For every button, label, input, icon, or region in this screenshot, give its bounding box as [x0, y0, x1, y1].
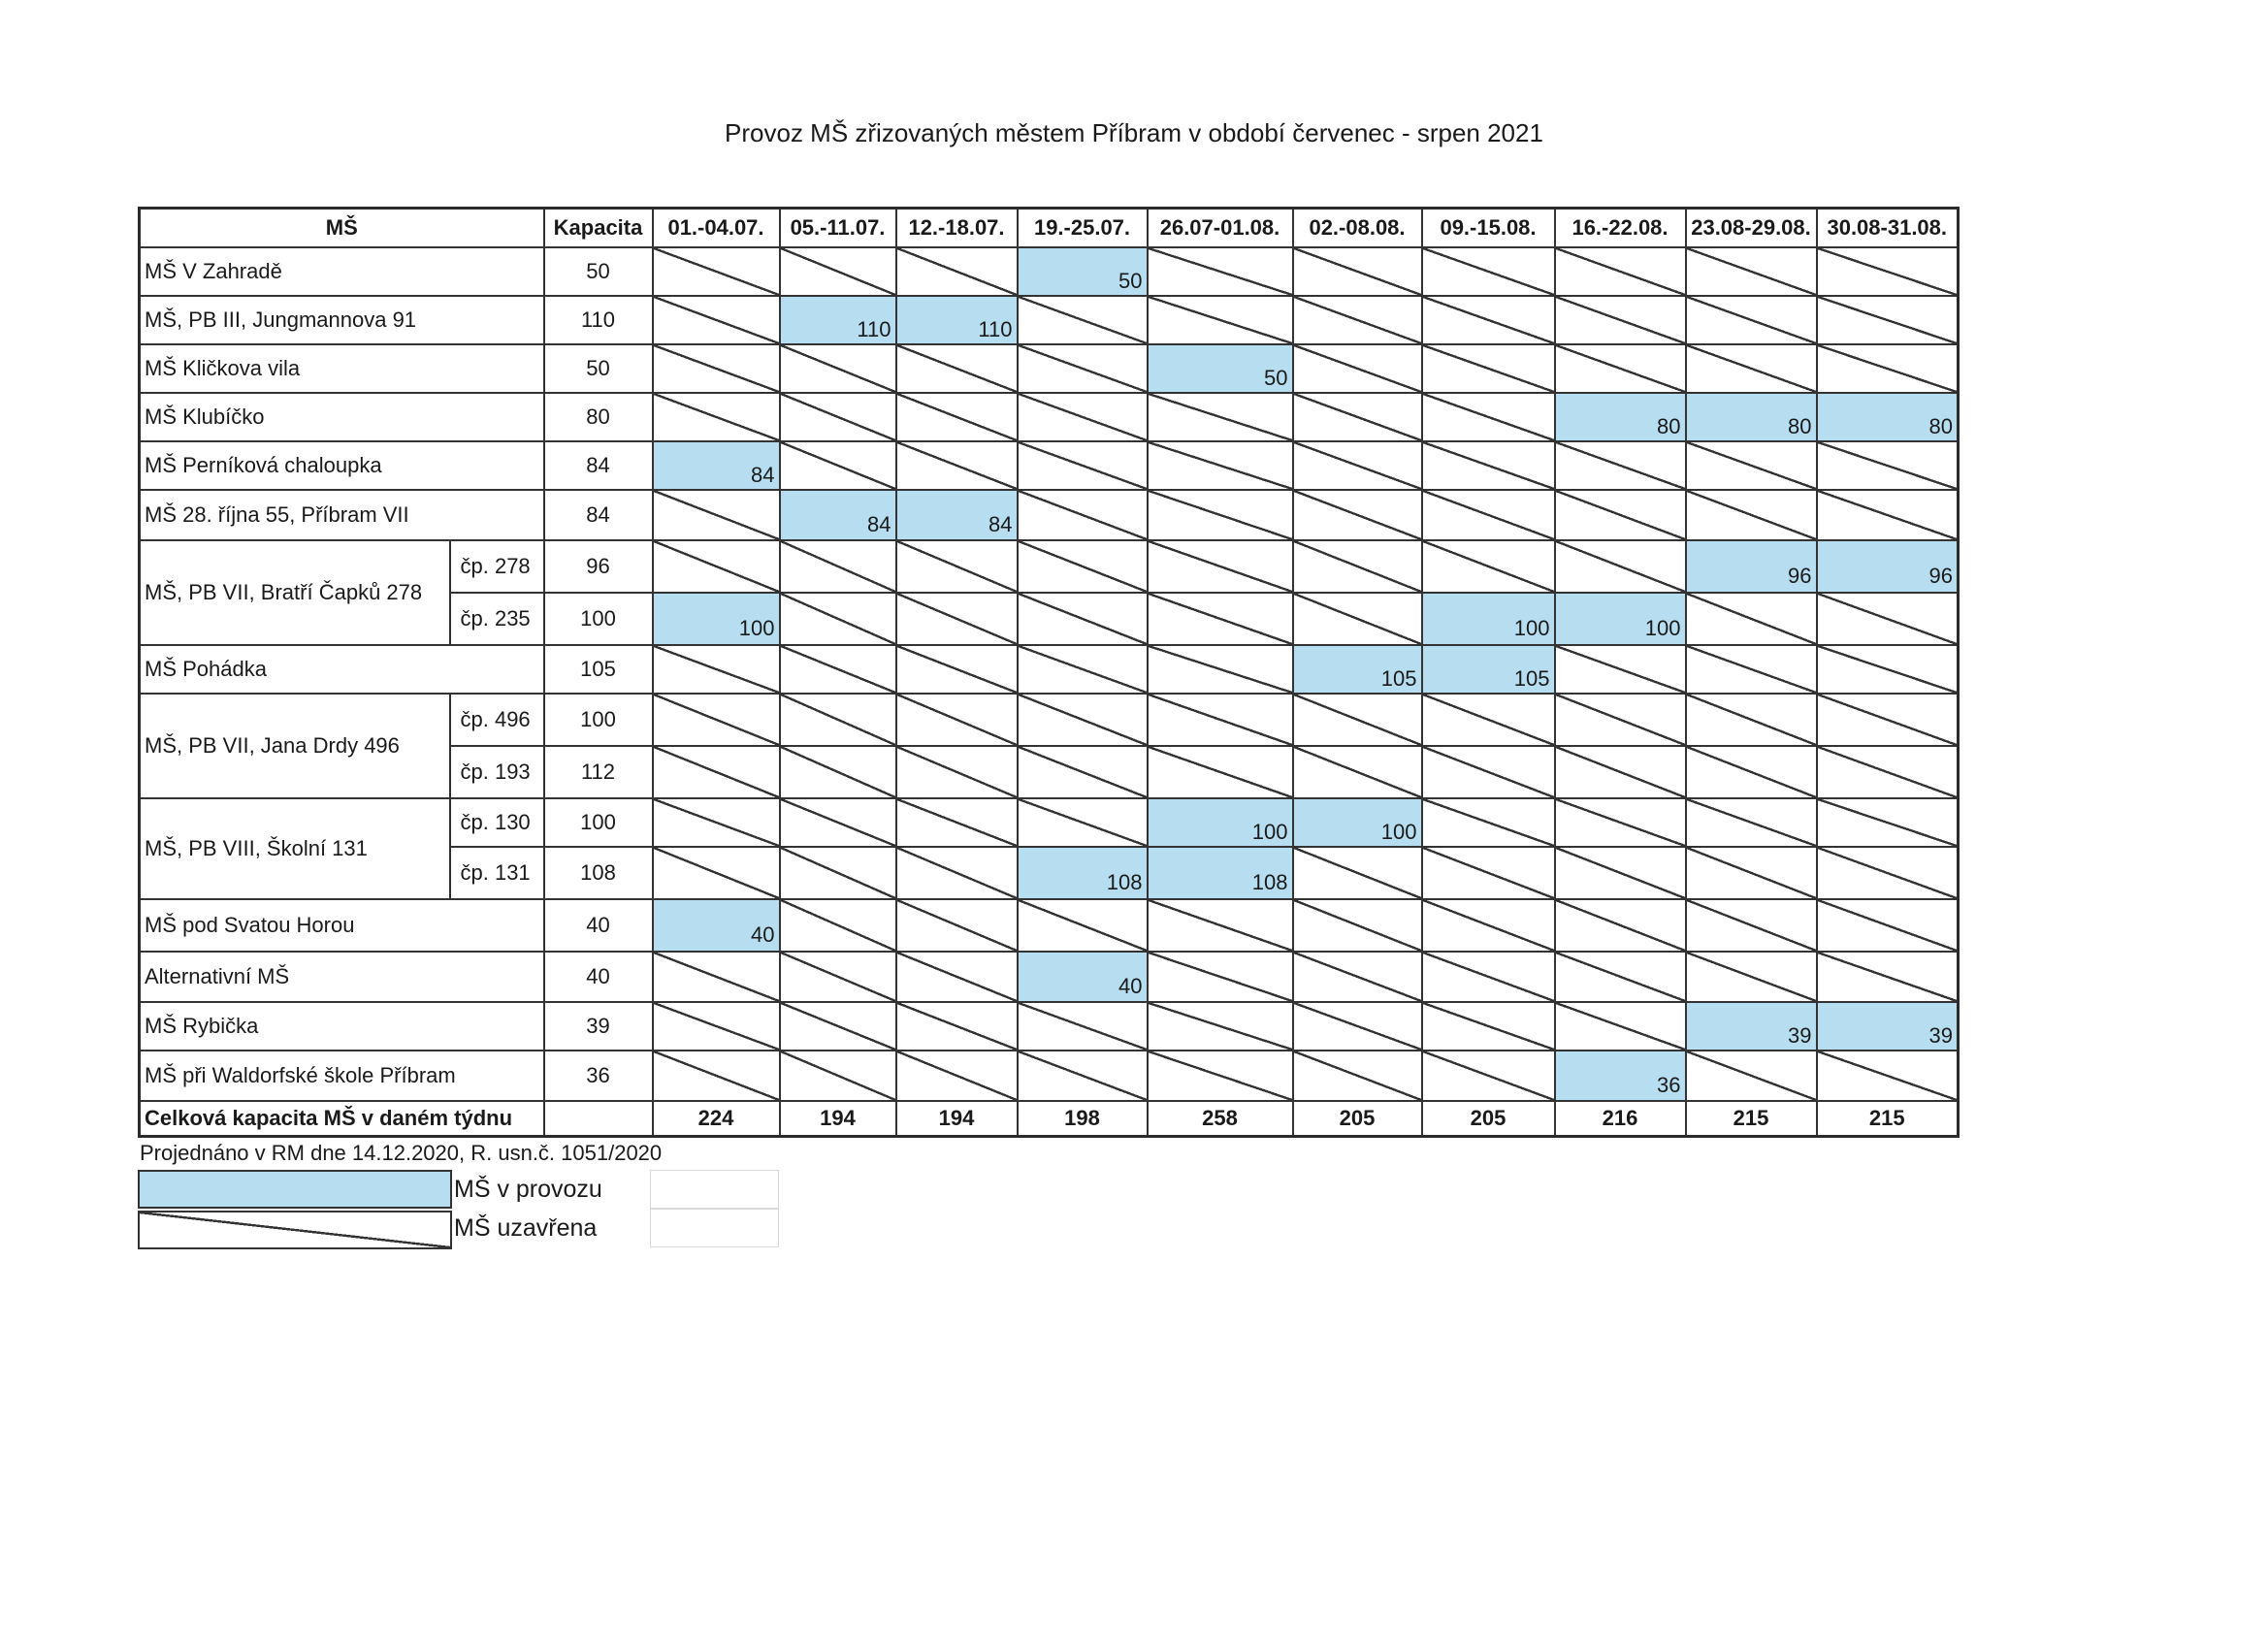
total-value: 215	[1686, 1101, 1817, 1137]
header-week: 01.-04.07.	[653, 209, 780, 248]
week-cell-closed	[1293, 344, 1422, 393]
week-cell-closed	[1817, 490, 1959, 540]
cell-value: 100	[738, 616, 775, 640]
week-cell-closed	[780, 540, 896, 593]
school-name: MŠ Klubíčko	[140, 393, 544, 441]
cell-value: 40	[1118, 974, 1143, 998]
week-cell-closed	[1555, 847, 1686, 899]
week-cell-closed	[1686, 952, 1817, 1002]
week-cell-open	[653, 593, 780, 645]
week-cell-open	[1817, 393, 1959, 441]
week-cell-closed	[1018, 694, 1148, 746]
week-cell-closed	[1555, 952, 1686, 1002]
week-cell-closed	[1686, 645, 1817, 694]
week-cell-closed	[1293, 847, 1422, 899]
week-cell-closed	[1148, 247, 1293, 296]
week-cell-closed	[1686, 490, 1817, 540]
week-cell-closed	[1293, 1002, 1422, 1051]
total-value: 215	[1817, 1101, 1959, 1137]
capacity-cell: 108	[544, 847, 653, 899]
week-cell-closed	[1555, 798, 1686, 847]
week-cell-closed	[1555, 746, 1686, 798]
week-cell-closed	[1293, 490, 1422, 540]
week-cell-closed	[1422, 1051, 1555, 1101]
cell-value: 108	[1106, 870, 1143, 894]
week-cell-open	[780, 490, 896, 540]
week-cell-open	[1555, 593, 1686, 645]
capacity-cell: 80	[544, 393, 653, 441]
building-number: čp. 496	[450, 694, 544, 746]
school-name: MŠ pod Svatou Horou	[140, 899, 544, 952]
week-cell-closed	[780, 694, 896, 746]
table-row	[140, 490, 1959, 540]
header-ms: MŠ	[140, 209, 544, 248]
header-week: 09.-15.08.	[1422, 209, 1555, 248]
week-cell-closed	[653, 847, 780, 899]
total-value: 224	[653, 1101, 780, 1137]
week-cell-closed	[1686, 441, 1817, 490]
week-cell-closed	[1148, 296, 1293, 344]
cell-value: 100	[1644, 616, 1681, 640]
week-cell-closed	[1422, 393, 1555, 441]
week-cell-closed	[1817, 593, 1959, 645]
week-cell-closed	[896, 1002, 1018, 1051]
table-row	[140, 645, 1959, 694]
total-capacity	[544, 1101, 653, 1137]
week-cell-closed	[896, 1051, 1018, 1101]
week-cell-closed	[1422, 746, 1555, 798]
week-cell-closed	[653, 746, 780, 798]
week-cell-closed	[780, 441, 896, 490]
capacity-cell: 100	[544, 798, 653, 847]
week-cell-closed	[1148, 441, 1293, 490]
cell-value: 84	[751, 463, 775, 487]
week-cell-closed	[1018, 540, 1148, 593]
week-cell-closed	[1018, 899, 1148, 952]
week-cell-closed	[1817, 645, 1959, 694]
table-row	[140, 441, 1959, 490]
cell-value: 36	[1657, 1073, 1681, 1097]
week-cell-closed	[1148, 645, 1293, 694]
week-cell-closed	[1422, 899, 1555, 952]
week-cell-closed	[1148, 694, 1293, 746]
week-cell-closed	[1555, 645, 1686, 694]
week-cell-closed	[896, 540, 1018, 593]
week-cell-closed	[1293, 540, 1422, 593]
week-cell-open	[1293, 798, 1422, 847]
capacity-cell: 36	[544, 1051, 653, 1101]
week-cell-open	[1148, 344, 1293, 393]
week-cell-closed	[653, 694, 780, 746]
week-cell-open	[1018, 247, 1148, 296]
total-value: 198	[1018, 1101, 1148, 1137]
week-cell-closed	[1686, 847, 1817, 899]
week-cell-closed	[1817, 1051, 1959, 1101]
week-cell-open	[1555, 393, 1686, 441]
week-cell-closed	[1293, 247, 1422, 296]
week-cell-closed	[653, 1002, 780, 1051]
week-cell-closed	[1018, 393, 1148, 441]
cell-value: 100	[1251, 820, 1288, 844]
week-cell-closed	[653, 296, 780, 344]
week-cell-closed	[1817, 899, 1959, 952]
week-cell-open	[1686, 540, 1817, 593]
empty-box	[650, 1170, 779, 1209]
week-cell-closed	[1293, 441, 1422, 490]
capacity-cell: 84	[544, 490, 653, 540]
header-week: 02.-08.08.	[1293, 209, 1422, 248]
cell-value: 50	[1118, 269, 1143, 293]
table-row	[140, 393, 1959, 441]
week-cell-open	[1817, 540, 1959, 593]
week-cell-closed	[1422, 694, 1555, 746]
week-cell-closed	[896, 593, 1018, 645]
week-cell-closed	[780, 247, 896, 296]
week-cell-closed	[1555, 540, 1686, 593]
header-week: 16.-22.08.	[1555, 209, 1686, 248]
week-cell-closed	[1686, 344, 1817, 393]
week-cell-closed	[653, 1051, 780, 1101]
table-row	[140, 1051, 1959, 1101]
cell-value: 110	[857, 317, 891, 341]
week-cell-closed	[1555, 296, 1686, 344]
week-cell-closed	[1018, 645, 1148, 694]
week-cell-closed	[780, 645, 896, 694]
week-cell-closed	[1148, 899, 1293, 952]
building-number: čp. 278	[450, 540, 544, 593]
week-cell-closed	[1422, 952, 1555, 1002]
week-cell-closed	[1555, 490, 1686, 540]
week-cell-closed	[1293, 899, 1422, 952]
total-value: 258	[1148, 1101, 1293, 1137]
total-value: 205	[1293, 1101, 1422, 1137]
total-value: 205	[1422, 1101, 1555, 1137]
capacity-cell: 110	[544, 296, 653, 344]
capacity-cell: 100	[544, 694, 653, 746]
week-cell-closed	[1555, 1002, 1686, 1051]
capacity-cell: 50	[544, 247, 653, 296]
cell-value: 50	[1264, 366, 1288, 390]
week-cell-closed	[1422, 540, 1555, 593]
capacity-cell: 96	[544, 540, 653, 593]
week-cell-closed	[1293, 1051, 1422, 1101]
week-cell-closed	[1018, 798, 1148, 847]
week-cell-closed	[1686, 899, 1817, 952]
school-name: Alternativní MŠ	[140, 952, 544, 1002]
week-cell-open	[1148, 798, 1293, 847]
week-cell-closed	[1293, 952, 1422, 1002]
schedule-table	[138, 207, 1960, 1138]
week-cell-closed	[653, 645, 780, 694]
week-cell-closed	[653, 540, 780, 593]
table-row	[140, 344, 1959, 393]
week-cell-closed	[1293, 694, 1422, 746]
week-cell-closed	[1817, 296, 1959, 344]
week-cell-closed	[1148, 746, 1293, 798]
legend-open-swatch	[138, 1170, 452, 1209]
week-cell-closed	[1817, 694, 1959, 746]
week-cell-closed	[896, 247, 1018, 296]
week-cell-closed	[1817, 247, 1959, 296]
week-cell-closed	[1018, 1002, 1148, 1051]
school-name: MŠ, PB III, Jungmannova 91	[140, 296, 544, 344]
week-cell-closed	[896, 441, 1018, 490]
week-cell-closed	[1148, 490, 1293, 540]
week-cell-closed	[780, 952, 896, 1002]
week-cell-closed	[1148, 952, 1293, 1002]
week-cell-closed	[780, 847, 896, 899]
week-cell-closed	[1422, 847, 1555, 899]
capacity-cell: 105	[544, 645, 653, 694]
week-cell-open	[653, 899, 780, 952]
week-cell-closed	[1555, 247, 1686, 296]
week-cell-closed	[896, 847, 1018, 899]
table-row	[140, 694, 1959, 746]
week-cell-closed	[780, 593, 896, 645]
week-cell-open	[1686, 1002, 1817, 1051]
week-cell-closed	[780, 1051, 896, 1101]
week-cell-closed	[1817, 441, 1959, 490]
week-cell-closed	[1018, 441, 1148, 490]
week-cell-closed	[1422, 247, 1555, 296]
total-value: 194	[896, 1101, 1018, 1137]
cell-value: 105	[1380, 666, 1417, 691]
week-cell-closed	[1422, 441, 1555, 490]
total-value: 216	[1555, 1101, 1686, 1137]
building-number: čp. 130	[450, 798, 544, 847]
week-cell-closed	[1555, 441, 1686, 490]
school-name: MŠ při Waldorfské škole Příbram	[140, 1051, 544, 1101]
week-cell-closed	[1018, 296, 1148, 344]
week-cell-closed	[1018, 344, 1148, 393]
capacity-cell: 50	[544, 344, 653, 393]
week-cell-closed	[1686, 1051, 1817, 1101]
week-cell-closed	[896, 746, 1018, 798]
school-name: MŠ Kličkova vila	[140, 344, 544, 393]
week-cell-open	[1422, 593, 1555, 645]
school-name: MŠ Perníková chaloupka	[140, 441, 544, 490]
week-cell-closed	[653, 344, 780, 393]
capacity-cell: 84	[544, 441, 653, 490]
capacity-cell: 100	[544, 593, 653, 645]
header-week: 19.-25.07.	[1018, 209, 1148, 248]
week-cell-closed	[1817, 344, 1959, 393]
week-cell-closed	[653, 393, 780, 441]
cell-value: 84	[988, 512, 1013, 536]
week-cell-closed	[653, 952, 780, 1002]
total-value: 194	[780, 1101, 896, 1137]
week-cell-open	[1148, 847, 1293, 899]
cell-value: 105	[1513, 666, 1550, 691]
cell-value: 80	[1928, 414, 1953, 438]
week-cell-closed	[653, 247, 780, 296]
week-cell-closed	[1817, 952, 1959, 1002]
cell-value: 39	[1928, 1023, 1953, 1048]
week-cell-closed	[1148, 393, 1293, 441]
table-row	[140, 798, 1959, 847]
week-cell-closed	[1018, 1051, 1148, 1101]
legend-closed-label: MŠ uzavřena	[454, 1214, 598, 1242]
week-cell-closed	[1686, 694, 1817, 746]
week-cell-closed	[896, 645, 1018, 694]
week-cell-closed	[896, 393, 1018, 441]
week-cell-closed	[1018, 746, 1148, 798]
total-row	[140, 1101, 1959, 1137]
capacity-cell: 112	[544, 746, 653, 798]
week-cell-closed	[1555, 899, 1686, 952]
week-cell-open	[1422, 645, 1555, 694]
cell-value: 96	[1928, 564, 1953, 588]
building-number: čp. 193	[450, 746, 544, 798]
week-cell-closed	[1686, 746, 1817, 798]
empty-box	[650, 1209, 779, 1247]
week-cell-closed	[1148, 593, 1293, 645]
cell-value: 100	[1513, 616, 1550, 640]
week-cell-closed	[896, 694, 1018, 746]
week-cell-closed	[1686, 593, 1817, 645]
cell-value: 100	[1380, 820, 1417, 844]
week-cell-closed	[1686, 798, 1817, 847]
cell-value: 108	[1251, 870, 1288, 894]
week-cell-closed	[1686, 247, 1817, 296]
week-cell-open	[1686, 393, 1817, 441]
table-row	[140, 952, 1959, 1002]
legend-closed-swatch	[138, 1211, 452, 1249]
header-week: 05.-11.07.	[780, 209, 896, 248]
week-cell-closed	[1148, 1002, 1293, 1051]
week-cell-closed	[896, 344, 1018, 393]
week-cell-open	[1817, 1002, 1959, 1051]
week-cell-closed	[896, 798, 1018, 847]
school-name: MŠ Pohádka	[140, 645, 544, 694]
week-cell-closed	[1422, 344, 1555, 393]
cell-value: 84	[867, 512, 891, 536]
table-row	[140, 247, 1959, 296]
cell-value: 96	[1788, 564, 1812, 588]
header-week: 12.-18.07.	[896, 209, 1018, 248]
cell-value: 110	[978, 317, 1013, 341]
capacity-cell: 40	[544, 952, 653, 1002]
week-cell-closed	[1422, 296, 1555, 344]
week-cell-closed	[653, 490, 780, 540]
table-row	[140, 296, 1959, 344]
legend-open-label: MŠ v provozu	[454, 1176, 602, 1203]
cell-value: 39	[1788, 1023, 1812, 1048]
week-cell-closed	[1555, 344, 1686, 393]
school-name: MŠ 28. října 55, Příbram VII	[140, 490, 544, 540]
week-cell-closed	[1422, 798, 1555, 847]
week-cell-closed	[1148, 1051, 1293, 1101]
approval-note: Projednáno v RM dne 14.12.2020, R. usn.č. 1051/2020	[140, 1141, 663, 1165]
week-cell-closed	[1018, 593, 1148, 645]
week-cell-open	[780, 296, 896, 344]
table-row	[140, 1002, 1959, 1051]
week-cell-closed	[1293, 296, 1422, 344]
week-cell-closed	[780, 393, 896, 441]
cell-value: 80	[1788, 414, 1812, 438]
week-cell-open	[1018, 847, 1148, 899]
week-cell-open	[896, 296, 1018, 344]
building-number: čp. 131	[450, 847, 544, 899]
week-cell-closed	[1018, 490, 1148, 540]
week-cell-closed	[1148, 540, 1293, 593]
week-cell-closed	[1293, 746, 1422, 798]
week-cell-open	[1018, 952, 1148, 1002]
week-cell-open	[653, 441, 780, 490]
building-number: čp. 235	[450, 593, 544, 645]
header-week: 23.08-29.08.	[1686, 209, 1817, 248]
week-cell-closed	[780, 746, 896, 798]
header-week: 26.07-01.08.	[1148, 209, 1293, 248]
school-name: MŠ V Zahradě	[140, 247, 544, 296]
week-cell-closed	[1293, 393, 1422, 441]
week-cell-closed	[896, 952, 1018, 1002]
document-title: Provoz MŠ zřizovaných městem Příbram v období červenec - srpen 2021	[725, 118, 1543, 147]
week-cell-closed	[1817, 746, 1959, 798]
cell-value: 80	[1657, 414, 1681, 438]
week-cell-open	[896, 490, 1018, 540]
week-cell-closed	[780, 899, 896, 952]
week-cell-closed	[780, 344, 896, 393]
capacity-cell: 40	[544, 899, 653, 952]
school-name: MŠ, PB VII, Bratří Čapků 278	[140, 540, 450, 645]
week-cell-closed	[1555, 694, 1686, 746]
school-name: MŠ, PB VIII, Školní 131	[140, 798, 450, 899]
capacity-cell: 39	[544, 1002, 653, 1051]
table-row	[140, 540, 1959, 593]
week-cell-closed	[780, 1002, 896, 1051]
school-name: MŠ, PB VII, Jana Drdy 496	[140, 694, 450, 798]
week-cell-closed	[1422, 490, 1555, 540]
header-row	[140, 209, 1959, 248]
total-label: Celková kapacita MŠ v daném týdnu	[140, 1101, 544, 1137]
week-cell-open	[1293, 645, 1422, 694]
header-week: 30.08-31.08.	[1817, 209, 1959, 248]
week-cell-closed	[896, 899, 1018, 952]
week-cell-closed	[653, 798, 780, 847]
table-row	[140, 899, 1959, 952]
week-cell-open	[1555, 1051, 1686, 1101]
week-cell-closed	[1817, 847, 1959, 899]
week-cell-closed	[780, 798, 896, 847]
school-name: MŠ Rybička	[140, 1002, 544, 1051]
week-cell-closed	[1422, 1002, 1555, 1051]
week-cell-closed	[1817, 798, 1959, 847]
cell-value: 40	[751, 922, 775, 947]
week-cell-closed	[1293, 593, 1422, 645]
week-cell-closed	[1686, 296, 1817, 344]
header-kapacita: Kapacita	[544, 209, 653, 248]
